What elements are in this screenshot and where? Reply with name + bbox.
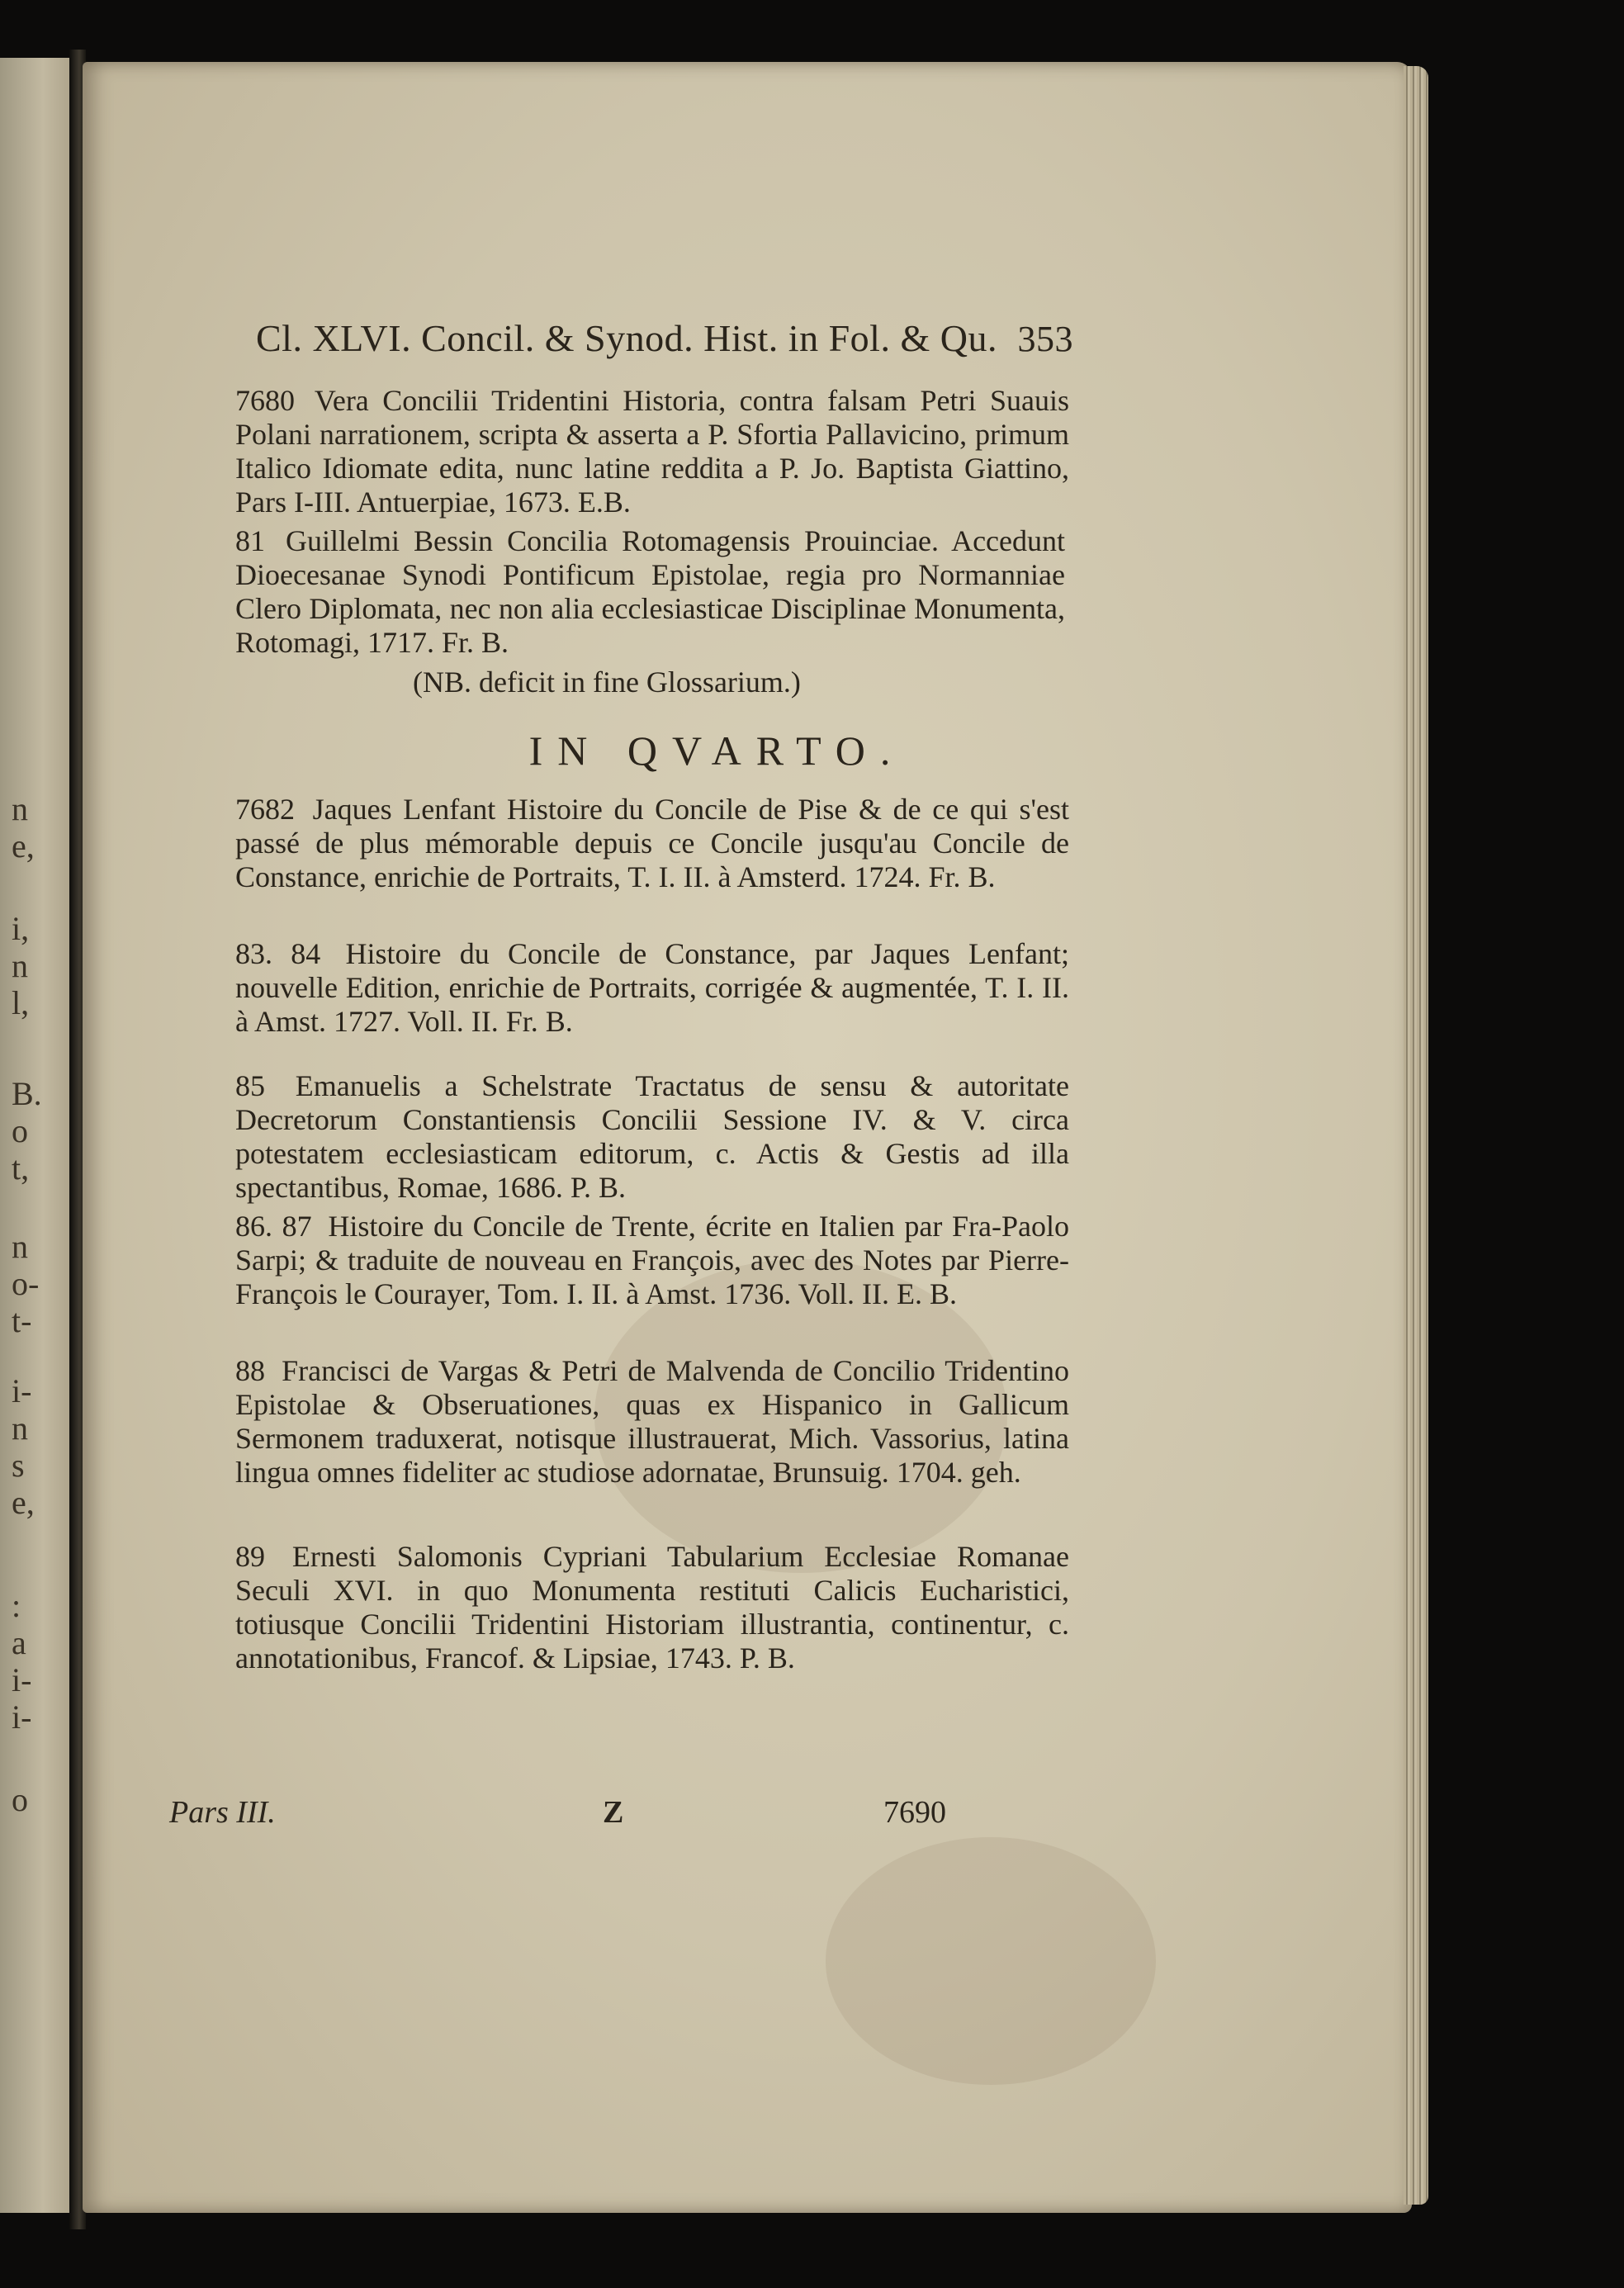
catalog-entry [235,524,1065,660]
entry-number: 7682 [235,793,295,826]
section-title-text: IN QVARTO. [528,727,906,774]
entry-text: Vera Concilii Tridentini Historia, contra falsam Petri Suauis Polani narrationem, scripta & asserta a P. Sfortia Pallavicino, primum Italico Idiomate edita, nunc latine reddita a P. Jo. Baptista Giattino, Pars I-III. Antuerpiae, 1673. E.B. [235,384,1069,519]
left-fragment: a [12,1624,26,1661]
left-fragment: i- [12,1661,32,1698]
left-fragment: B. [12,1075,42,1112]
left-fragment: l, [12,984,30,1021]
left-page-edge [0,58,78,2213]
entry-text: Francisci de Vargas & Petri de Malvenda de Concilio Tridentino Epistolae & Obseruationes, quas ex Hispanico in Gallicum Sermonem traduxerat, notisque illustrauerat, Mich. Vassorius, latina lingua omnes fideliter ac studiose adornatae, Brunsuig. 1704. geh. [235,1354,1070,1489]
entry-number: 85 [235,1069,265,1102]
header-title: Cl. XLVI. Concil. & Synod. Hist. in Fol. & Qu. [256,317,997,359]
catalog-entry [235,384,1069,519]
entry-number: 88 [235,1354,265,1387]
page-number: 353 [1017,319,1073,359]
left-fragment: t, [12,1149,30,1187]
catalog-entry [235,1210,1069,1311]
section-title [0,727,1624,775]
left-fragment: : [12,1587,21,1624]
entry-text: Emanuelis a Schelstrate Tractatus de sensu & autoritate Decretorum Constantiensis Concilii Sessione IV. & V. circa potestatem ecclesiasticam editorum, c. Actis & Gestis ad illa spectantibus, Romae, 1686. P. B. [235,1069,1069,1204]
entry-text: Ernesti Salomonis Cypriani Tabularium Ecclesiae Romanae Seculi XVI. in quo Monumenta restituti Calicis Eucharistici, totiusque Concilii Tridentini Historiam illustrantia, continentur, c. annotationibus, Francof. & Lipsiae, 1743. P. B. [235,1540,1070,1675]
catalog-entry [235,1069,1069,1205]
left-fragment: s [12,1447,25,1484]
catalog-entry [235,793,1069,894]
left-fragment: i- [12,1698,32,1736]
entry-text: Histoire du Concile de Trente, écrite en Italien par Fra-Paolo Sarpi; & traduite de nouveau en François, avec des Notes par Pierre-François le Courayer, Tom. I. II. à Amst. 1736. Voll. II. E. B. [235,1210,1070,1310]
left-fragment: n [12,1228,28,1265]
entry-number: 81 [235,524,265,557]
catalog-entry [235,1354,1069,1490]
left-fragment: o [12,1112,28,1149]
paper-stain [826,1837,1156,2085]
page-stack-edge [1404,66,1428,2205]
entry-text: Guillelmi Bessin Concilia Rotomagensis Prouinciae. Accedunt Dioecesanae Synodi Pontificum Epistolae, regia pro Normanniae Clero Diplomata, nec non alia ecclesiasticae Disciplinae Monumenta, Rotomagi, 1717. Fr. B. [235,524,1066,659]
entry-number: 7680 [235,384,295,417]
entry-text: Jaques Lenfant Histoire du Concile de Pise & de ce qui s'est passé de plus mémorable depuis ce Concile jusqu'au Concile de Constance, enrichie de Portraits, T. I. II. à Amsterd. 1724. Fr. B. [235,793,1070,893]
footer-catchword: 7690 [883,1795,946,1830]
left-fragment: n [12,947,28,984]
book-page [83,62,1412,2213]
running-header [256,316,1073,360]
left-fragment: o [12,1781,28,1818]
catalog-entry [235,937,1069,1039]
catalog-entry [235,1540,1069,1675]
left-fragment: n [12,790,28,827]
left-fragment: n [12,1409,28,1447]
left-fragment: t- [12,1302,32,1339]
left-fragment: o- [12,1265,40,1302]
left-fragment: e, [12,827,35,865]
left-fragment: i- [12,1372,32,1409]
entry-number: 83. 84 [235,937,321,970]
footer-part: Pars III. [169,1795,276,1830]
entry-note: (NB. deficit in fine Glossarium.) [413,666,801,699]
entry-text: Histoire du Concile de Constance, par Jaques Lenfant; nouvelle Edition, enrichie de Portraits, corrigée & augmentée, T. I. II. à Amst. 1727. Voll. II. Fr. B. [235,937,1069,1038]
entry-number: 89 [235,1540,265,1573]
left-fragment: e, [12,1484,35,1521]
entry-number: 86. 87 [235,1210,312,1243]
left-fragment: i, [12,910,30,947]
footer-signature: Z [603,1795,624,1830]
